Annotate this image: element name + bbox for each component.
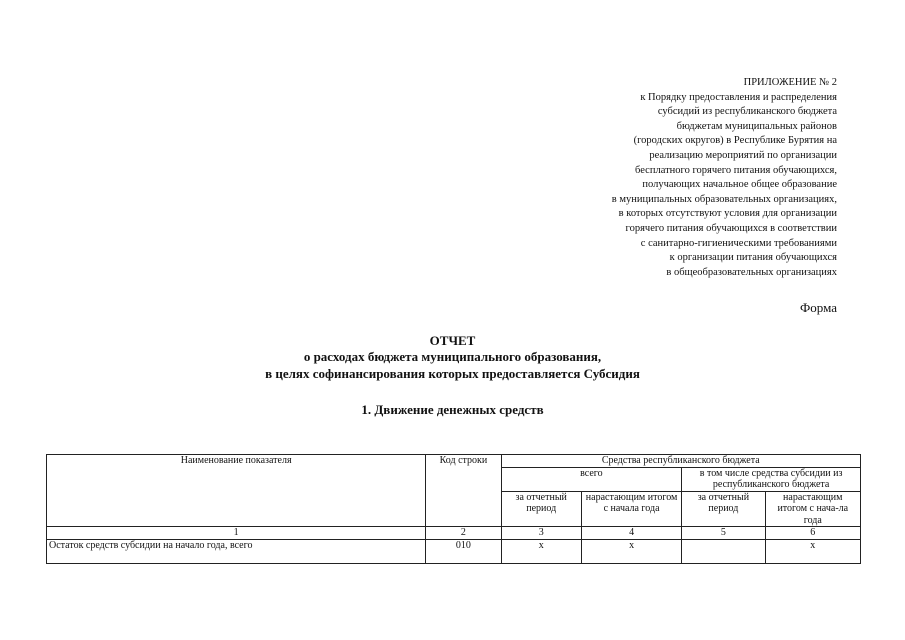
column-number: 4 [581,527,681,540]
appendix-line: горячего питания обучающихся в соответствии [625,222,837,234]
appendix-line: реализацию мероприятий по организации [649,149,837,161]
header-subsidy-cumulative: нарастающим итогом с нача-ла года [765,491,860,527]
appendix-line: (городских округов) в Республике Бурятия на [633,135,837,147]
row-name: Остаток средств субсидии на начало года, всего [47,539,426,563]
section-title: 1. Движение денежных средств [361,402,544,417]
appendix-line: субсидий из республиканского бюджета [657,106,837,118]
column-number: 2 [426,527,501,540]
appendix-line: в общеобразовательных организациях [666,266,837,278]
column-number: 3 [501,527,581,540]
header-republican-budget: Средства республиканского бюджета [501,455,860,468]
appendix-line: получающих начальное общее образование [642,179,837,191]
report-subtitle-1: о расходах бюджета муниципального образования, [303,349,602,364]
appendix-line: в муниципальных образовательных организациях, [611,193,837,205]
appendix-line: к Порядку предоставления и распределения [640,91,837,103]
header-total: всего [501,467,682,491]
row-code: 010 [426,539,501,563]
appendix-block [507,76,837,280]
header-row [47,455,861,468]
form-label: Форма [800,300,837,315]
column-number: 1 [47,527,426,540]
row-cell [682,539,765,563]
header-total-period: за отчетный период [501,491,581,527]
appendix-line: к организации питания обучающихся [669,252,837,264]
header-total-cumulative: нарастающим итогом с начала года [581,491,681,527]
appendix-line: бюджетам муниципальных районов [676,120,837,132]
row-cell: х [501,539,581,563]
row-cell: х [765,539,860,563]
cash-flow-table [46,454,861,564]
table-row [47,539,861,563]
report-subtitle-2: в целях софинансирования которых предоставляется Субсидия [265,366,640,381]
column-number: 6 [765,527,860,540]
appendix-line: ПРИЛОЖЕНИЕ № 2 [743,77,837,88]
header-row-code: Код строки [426,455,501,527]
column-numbers-row [47,527,861,540]
report-title: ОТЧЕТ [429,333,476,348]
row-cell: х [581,539,681,563]
header-including-subsidy: в том числе средства субсидии из республиканского бюджета [682,467,861,491]
appendix-line: с санитарно-гигиеническими требованиями [640,237,837,249]
appendix-line: бесплатного горячего питания обучающихся, [635,164,837,176]
column-number: 5 [682,527,765,540]
header-subsidy-period: за отчетный период [682,491,765,527]
appendix-line: в которых отсутствуют условия для организации [618,208,837,220]
header-indicator-name: Наименование показателя [47,455,426,527]
